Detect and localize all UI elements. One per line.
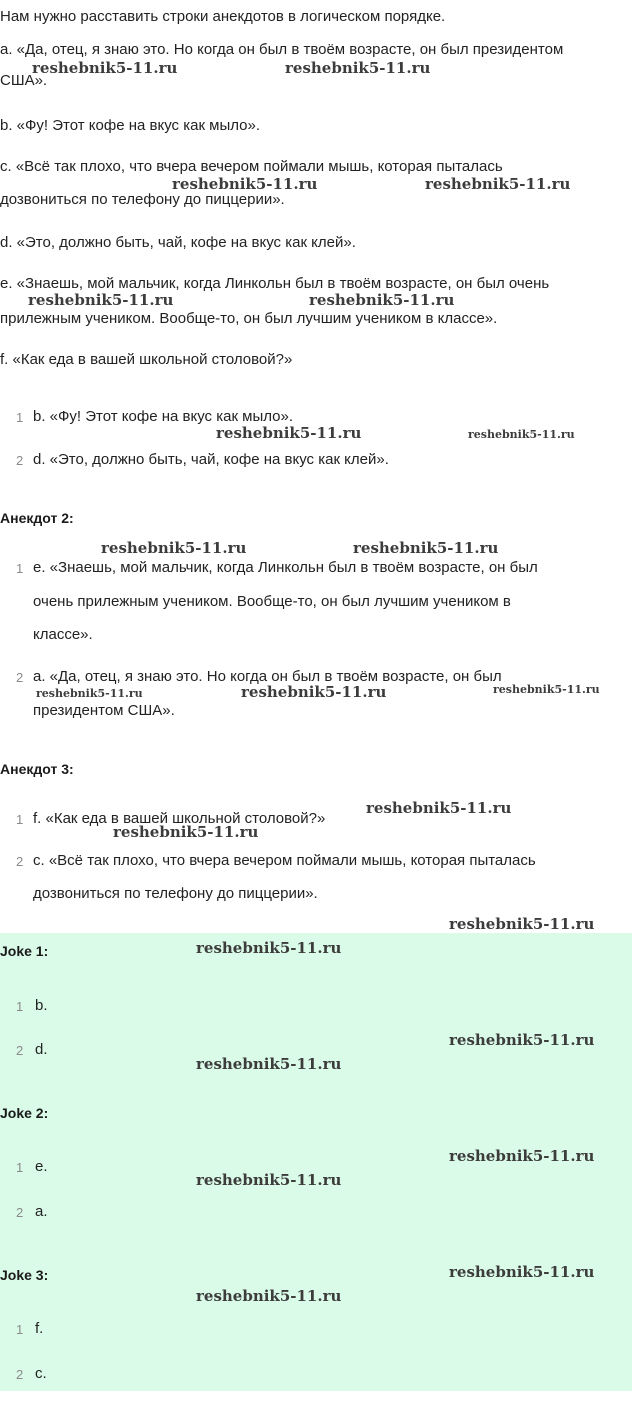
watermark: reshebnik5-11.ru <box>196 1055 342 1073</box>
line-a-2: США». <box>0 72 48 89</box>
watermark: reshebnik5-11.ru <box>241 683 387 701</box>
list-number: 1 <box>16 1160 24 1175</box>
line-b: b. «Фу! Этот кофе на вкус как мыло». <box>0 117 261 134</box>
line-d: d. «Это, должно быть, чай, кофе на вкус как клей». <box>0 234 356 251</box>
list-item-line: президентом США». <box>33 702 175 719</box>
line-f: f. «Как еда в вашей школьной столовой?» <box>0 351 293 368</box>
watermark: reshebnik5-11.ru <box>493 683 600 696</box>
list-number: 1 <box>16 1322 24 1337</box>
watermark: reshebnik5-11.ru <box>32 59 178 77</box>
line-a-1: a. «Да, отец, я знаю это. Но когда он был в твоём возрасте, он был президентом <box>0 41 564 58</box>
list-number: 2 <box>16 1205 24 1220</box>
joke-3-title: Анекдот 3: <box>0 761 74 777</box>
list-number: 2 <box>16 453 24 468</box>
list-item: c. <box>35 1365 47 1382</box>
watermark: reshebnik5-11.ru <box>285 59 431 77</box>
list-number: 1 <box>16 410 24 425</box>
list-item: a. <box>35 1203 48 1220</box>
list-item-line: очень прилежным учеником. Вообще-то, он был лучшим учеником в <box>33 593 511 610</box>
list-item-line: a. «Да, отец, я знаю это. Но когда он был в твоём возрасте, он был <box>33 668 502 685</box>
list-number: 2 <box>16 670 24 685</box>
list-item-line: c. «Всё так плохо, что вчера вечером поймали мышь, которая пыталась <box>33 852 536 869</box>
watermark: reshebnik5-11.ru <box>366 799 512 817</box>
line-c-2: дозвониться по телефону до пиццерии». <box>0 191 285 208</box>
watermark: reshebnik5-11.ru <box>196 1171 342 1189</box>
watermark: reshebnik5-11.ru <box>353 539 499 557</box>
watermark: reshebnik5-11.ru <box>101 539 247 557</box>
watermark: reshebnik5-11.ru <box>449 1263 595 1281</box>
watermark: reshebnik5-11.ru <box>196 939 342 957</box>
answer-panel <box>0 933 632 1391</box>
watermark: reshebnik5-11.ru <box>309 291 455 309</box>
watermark: reshebnik5-11.ru <box>28 291 174 309</box>
list-item: d. <box>35 1041 48 1058</box>
list-item: b. «Фу! Этот кофе на вкус как мыло». <box>33 408 294 425</box>
list-number: 2 <box>16 1367 24 1382</box>
watermark: reshebnik5-11.ru <box>216 424 362 442</box>
list-item-line: e. «Знаешь, мой мальчик, когда Линкольн был в твоём возрасте, он был <box>33 559 538 576</box>
watermark: reshebnik5-11.ru <box>113 823 259 841</box>
list-item: f. <box>35 1320 44 1337</box>
list-number: 1 <box>16 812 24 827</box>
watermark: reshebnik5-11.ru <box>196 1287 342 1305</box>
watermark: reshebnik5-11.ru <box>468 428 575 441</box>
answer-joke-2-title: Joke 2: <box>0 1105 49 1121</box>
list-item-line: дозвониться по телефону до пиццерии». <box>33 885 318 902</box>
joke-2-title: Анекдот 2: <box>0 510 74 526</box>
list-item: e. <box>35 1158 48 1175</box>
watermark: reshebnik5-11.ru <box>172 175 318 193</box>
watermark: reshebnik5-11.ru <box>425 175 571 193</box>
list-number: 1 <box>16 999 24 1014</box>
watermark: reshebnik5-11.ru <box>36 687 143 700</box>
watermark: reshebnik5-11.ru <box>449 915 595 933</box>
line-e-2: прилежным учеником. Вообще-то, он был лучшим учеником в классе». <box>0 310 498 327</box>
list-item-line: классе». <box>33 626 93 643</box>
intro-text: Нам нужно расставить строки анекдотов в логическом порядке. <box>0 8 446 25</box>
line-e-1: e. «Знаешь, мой мальчик, когда Линкольн был в твоём возрасте, он был очень <box>0 275 550 292</box>
list-number: 1 <box>16 561 24 576</box>
watermark: reshebnik5-11.ru <box>449 1147 595 1165</box>
line-c-1: c. «Всё так плохо, что вчера вечером поймали мышь, которая пыталась <box>0 158 503 175</box>
answer-joke-3-title: Joke 3: <box>0 1267 49 1283</box>
list-item: f. «Как еда в вашей школьной столовой?» <box>33 810 326 827</box>
answer-joke-1-title: Joke 1: <box>0 943 49 959</box>
list-item: b. <box>35 997 48 1014</box>
list-number: 2 <box>16 854 24 869</box>
watermark: reshebnik5-11.ru <box>449 1031 595 1049</box>
list-number: 2 <box>16 1043 24 1058</box>
list-item: d. «Это, должно быть, чай, кофе на вкус как клей». <box>33 451 389 468</box>
